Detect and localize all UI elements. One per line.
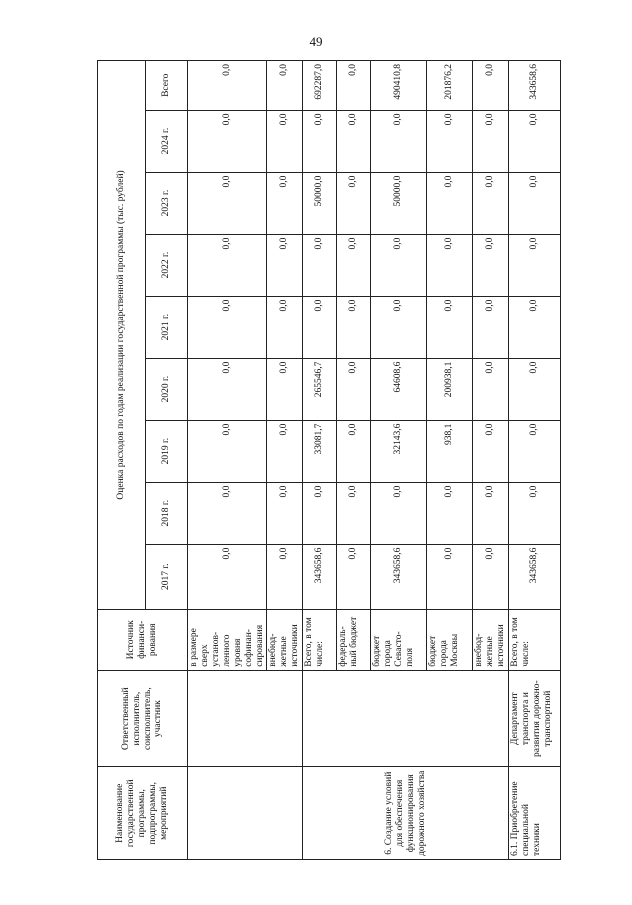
value-cell: 0,0 [508,296,560,358]
responsible-cell [303,670,509,767]
value-cell: 0,0 [188,296,267,358]
value-cell: 0,0 [473,172,509,234]
page-number: 49 [309,34,323,49]
value-cell: 0,0 [267,172,303,234]
value-cell: 0,0 [473,358,509,420]
responsible-cell [188,670,303,767]
source-cell: бюджет города Севасто-поля [371,609,427,670]
value-cell: 265546,7 [303,358,337,420]
value-cell: 0,0 [337,358,371,420]
header-year: 2021 г. [146,296,188,358]
value-cell: 0,0 [267,358,303,420]
value-cell: 0,0 [508,234,560,296]
value-cell: 0,0 [303,110,337,172]
value-cell: 0,0 [267,296,303,358]
value-cell: 0,0 [267,61,303,111]
header-year: 2019 г. [146,420,188,482]
value-cell: 0,0 [188,110,267,172]
value-cell: 0,0 [427,172,473,234]
value-cell: 0,0 [303,482,337,544]
value-cell: 343658,6 [508,544,560,609]
value-cell: 0,0 [188,61,267,111]
value-cell: 0,0 [427,482,473,544]
header-year: 2022 г. [146,234,188,296]
value-cell: 0,0 [371,296,427,358]
value-cell: 490410,8 [371,61,427,111]
header-group-title: Оценка расходов по годам реализации государственной программы (тыс. рублей) [98,61,146,610]
value-cell: 0,0 [337,296,371,358]
value-cell: 0,0 [267,482,303,544]
table-row [303,61,337,860]
value-cell: 0,0 [337,420,371,482]
header-year: 2017 г. [146,544,188,609]
value-cell: 0,0 [337,234,371,296]
value-cell: 0,0 [371,482,427,544]
value-cell: 201876,2 [427,61,473,111]
value-cell: 200938,1 [427,358,473,420]
header-name: Наименование государственной программы, подпрограммы, мероприятий [98,767,188,860]
value-cell: 0,0 [508,110,560,172]
value-cell: 0,0 [427,110,473,172]
source-cell: федераль-ный бюджет [337,609,371,670]
responsible-cell: Департамент транспорта и развития дорожно-транспортной [508,670,560,767]
value-cell: 0,0 [337,482,371,544]
value-cell: 32143,6 [371,420,427,482]
value-cell: 0,0 [188,482,267,544]
value-cell: 0,0 [337,544,371,609]
value-cell: 64608,6 [371,358,427,420]
value-cell: 0,0 [188,234,267,296]
value-cell: 33081,7 [303,420,337,482]
value-cell: 0,0 [508,172,560,234]
budget-table [97,60,561,860]
source-cell: в размере сверх установ-ленного уровня софинан-сирования [188,609,267,670]
value-cell: 0,0 [267,110,303,172]
value-cell: 0,0 [473,234,509,296]
value-cell: 0,0 [188,172,267,234]
value-cell: 0,0 [427,296,473,358]
value-cell: 0,0 [508,420,560,482]
value-cell: 0,0 [508,482,560,544]
header-year: 2018 г. [146,482,188,544]
header-total: Всего [146,61,188,111]
name-cell: 6. Создание условий для обеспечения функционирования дорожного хозяйства [303,767,509,860]
value-cell: 938,1 [427,420,473,482]
source-cell: внебюд-жетные источники [267,609,303,670]
value-cell: 0,0 [303,296,337,358]
name-cell: 6.1. Приобретение специальной техники [508,767,560,860]
rotated-table-container [97,60,567,860]
header-year: 2023 г. [146,172,188,234]
value-cell: 0,0 [473,482,509,544]
value-cell: 0,0 [267,234,303,296]
header-year: 2020 г. [146,358,188,420]
value-cell: 0,0 [337,172,371,234]
source-cell: бюджет города Москвы [427,609,473,670]
table-row [188,61,267,860]
value-cell: 0,0 [371,234,427,296]
value-cell: 343658,6 [371,544,427,609]
value-cell: 0,0 [267,420,303,482]
source-cell: Всего, в том числе: [303,609,337,670]
value-cell: 0,0 [473,296,509,358]
value-cell: 343658,6 [508,61,560,111]
value-cell: 0,0 [427,544,473,609]
value-cell: 0,0 [303,234,337,296]
table-row [508,61,560,860]
value-cell: 0,0 [473,420,509,482]
value-cell: 50000,0 [371,172,427,234]
value-cell: 0,0 [473,544,509,609]
header-year: 2024 г. [146,110,188,172]
value-cell: 0,0 [188,420,267,482]
header-responsible: Ответственный исполнитель, соисполнитель, участник [98,670,188,767]
value-cell: 343658,6 [303,544,337,609]
value-cell: 50000,0 [303,172,337,234]
value-cell: 0,0 [371,110,427,172]
value-cell: 0,0 [508,358,560,420]
value-cell: 0,0 [337,110,371,172]
source-cell: Всего, в том числе: [508,609,560,670]
source-cell: внебюд-жетные источники [473,609,509,670]
value-cell: 0,0 [473,110,509,172]
value-cell: 0,0 [188,544,267,609]
value-cell: 0,0 [337,61,371,111]
name-cell [188,767,303,860]
value-cell: 692287,0 [303,61,337,111]
value-cell: 0,0 [427,234,473,296]
value-cell: 0,0 [267,544,303,609]
value-cell: 0,0 [188,358,267,420]
value-cell: 0,0 [473,61,509,111]
header-source: Источник финанси-рования [98,609,188,670]
